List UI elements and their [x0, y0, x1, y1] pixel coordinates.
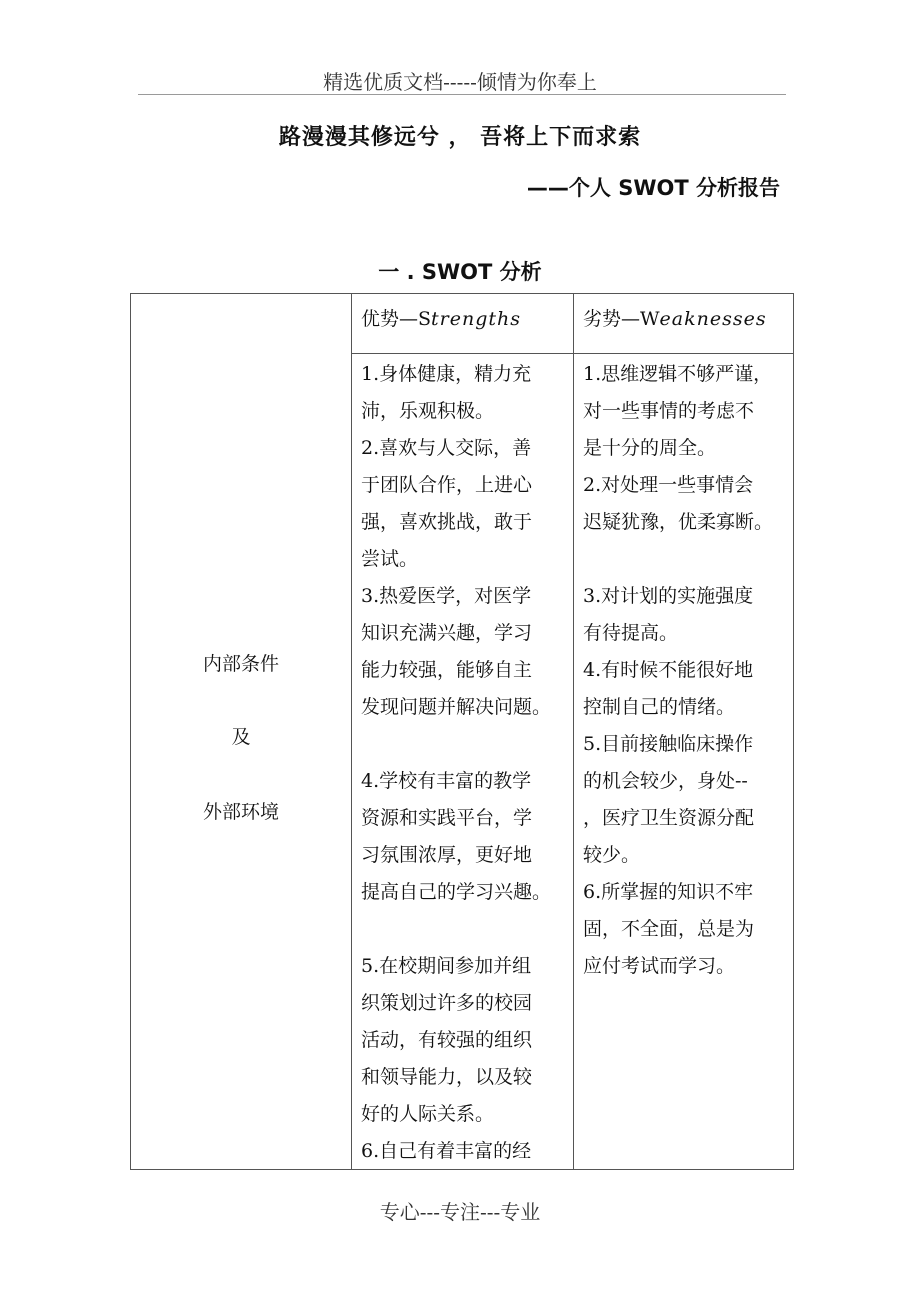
weaknesses-line: 的机会较少，身处-- [583, 770, 748, 792]
row-label-cell [131, 294, 351, 1169]
strengths-line: 和领导能力，以及较 [361, 1066, 533, 1088]
weaknesses-line: 2.对处理一些事情会 [583, 474, 754, 496]
strengths-line: 沛，乐观积极。 [361, 400, 495, 422]
weaknesses-line: 4.有时候不能很好地 [583, 659, 754, 681]
strengths-line: 织策划过许多的校园 [361, 992, 533, 1014]
strengths-line: 于团队合作，上进心 [361, 474, 533, 496]
document-subtitle: ——个人 SWOT 分析报告 [526, 176, 780, 200]
weaknesses-cell [583, 356, 793, 1169]
strengths-line: 2.喜欢与人交际，善 [361, 437, 532, 459]
document-title: 路漫漫其修远兮 ， 吾将上下而求索 [278, 125, 642, 150]
strengths-header [361, 304, 521, 331]
weaknesses-line: 有待提高。 [583, 622, 679, 644]
row-label-line-2: 及 [231, 726, 251, 748]
strengths-line: 尝试。 [361, 548, 419, 570]
weaknesses-line: 控制自己的情绪。 [583, 696, 736, 718]
strengths-header-en: trengths [431, 308, 522, 330]
weaknesses-header-cn: 劣势—W [583, 308, 660, 330]
strengths-line: 能力较强，能够自主 [361, 659, 533, 681]
strengths-line: 1.身体健康，精力充 [361, 363, 532, 385]
swot-table [130, 293, 794, 1170]
table-divider-2 [573, 294, 574, 1169]
weaknesses-line: 5.目前接触临床操作 [583, 733, 754, 755]
strengths-line: 知识充满兴趣，学习 [361, 622, 533, 644]
strengths-cell [361, 356, 571, 1169]
weaknesses-line: 是十分的周全。 [583, 437, 717, 459]
table-header-rule [351, 353, 793, 354]
weaknesses-line: 应付考试而学习。 [583, 955, 736, 977]
strengths-line: 发现问题并解决问题。 [361, 696, 552, 718]
strengths-spacer [361, 911, 571, 948]
strengths-line: 6.自己有着丰富的经 [361, 1140, 532, 1162]
weaknesses-header [583, 304, 767, 331]
strengths-line: 活动，有较强的组织 [361, 1029, 533, 1051]
strengths-header-cn: 优势—S [361, 308, 432, 330]
section-heading: 一 . SWOT 分析 [378, 260, 542, 284]
weaknesses-line: ，医疗卫生资源分配 [583, 807, 755, 829]
page-header: 精选优质文档-----倾情为你奉上 [323, 70, 597, 94]
weaknesses-line: 对一些事情的考虑不 [583, 400, 755, 422]
strengths-line: 习氛围浓厚，更好地 [361, 844, 533, 866]
page-footer: 专心---专注---专业 [379, 1200, 541, 1224]
weaknesses-line: 固，不全面，总是为 [583, 918, 755, 940]
weaknesses-line: 6.所掌握的知识不牢 [583, 881, 754, 903]
strengths-line: 4.学校有丰富的教学 [361, 770, 532, 792]
row-label-line-1: 内部条件 [202, 653, 279, 675]
weaknesses-line: 迟疑犹豫，优柔寡断。 [583, 511, 774, 533]
strengths-line: 好的人际关系。 [361, 1103, 495, 1125]
strengths-line: 5.在校期间参加并组 [361, 955, 532, 977]
row-label-line-3: 外部环境 [202, 801, 279, 823]
weaknesses-header-en: eaknesses [659, 308, 767, 330]
weaknesses-line: 较少。 [583, 844, 641, 866]
weaknesses-spacer [583, 541, 793, 578]
strengths-line: 资源和实践平台，学 [361, 807, 533, 829]
strengths-line: 3.热爱医学，对医学 [361, 585, 532, 607]
table-divider-1 [351, 294, 352, 1169]
strengths-spacer [361, 726, 571, 763]
weaknesses-line: 1.思维逻辑不够严谨， [583, 363, 773, 385]
strengths-line: 提高自己的学习兴趣。 [361, 881, 552, 903]
strengths-line: 强，喜欢挑战，敢于 [361, 511, 533, 533]
header-divider [138, 94, 786, 95]
weaknesses-line: 3.对计划的实施强度 [583, 585, 754, 607]
